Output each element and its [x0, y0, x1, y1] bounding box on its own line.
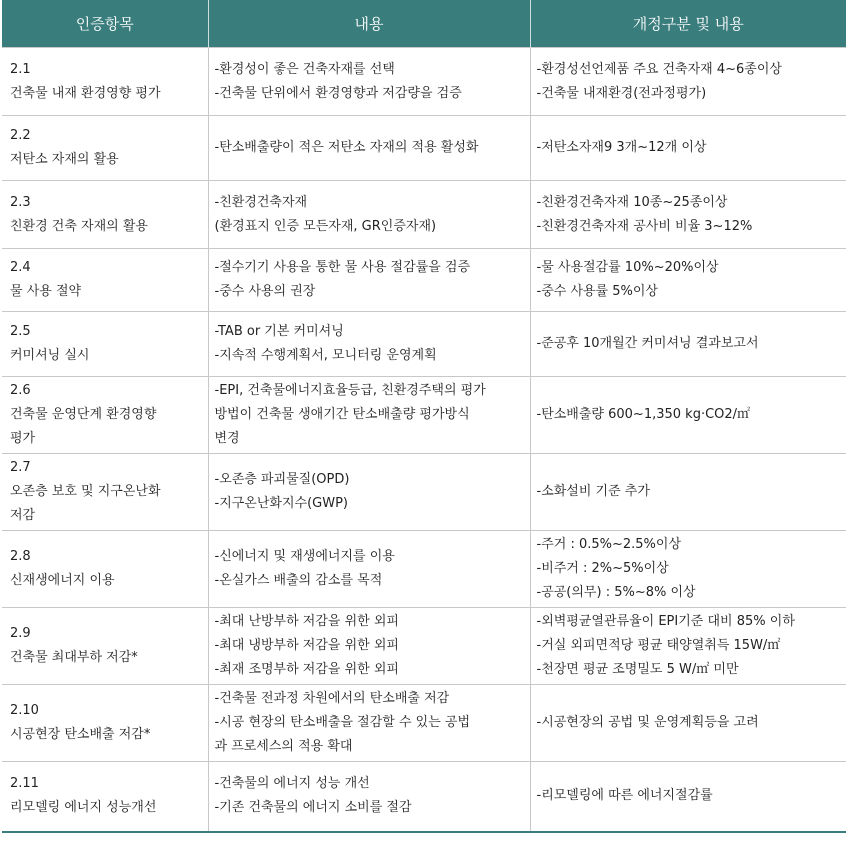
table-row: [2, 685, 846, 762]
content-cell: [208, 377, 530, 454]
revision-cell-line: -탄소배출량 600~1,350 kg·CO2/㎡: [536, 407, 751, 422]
content-cell-line: -지속적 수행계획서, 모니터링 운영계획: [214, 348, 437, 363]
content-cell-line: -건축물 전과정 차원에서의 탄소배출 저감: [214, 691, 450, 706]
content-cell-line: -지구온난화지수(GWP): [214, 496, 349, 511]
content-cell-line: -중수 사용의 권장: [214, 284, 316, 299]
item-cell-line: 2.11: [10, 776, 39, 792]
revision-cell-line: -친환경건축자재 공사비 비율 3~12%: [536, 218, 753, 234]
table-header-row: [2, 0, 846, 48]
item-cell: [2, 116, 208, 181]
item-cell: [2, 608, 208, 685]
revision-cell-line: -공공(의무) : 5%~8% 이상: [536, 585, 696, 600]
table-row: [2, 454, 846, 531]
item-cell-line: 2.2: [10, 128, 31, 143]
item-cell-line: 2.8: [10, 549, 31, 564]
content-cell-line: -신에너지 및 재생에너지를 이용: [214, 549, 395, 564]
content-cell-line: -환경성이 좋은 건축자재를 선택: [214, 61, 395, 77]
content-cell: [208, 762, 530, 832]
table-row: [2, 181, 846, 249]
revision-cell: [530, 762, 846, 832]
item-cell-line: 2.1: [10, 61, 31, 77]
item-cell: [2, 181, 208, 249]
content-cell-line: -EPI, 건축물에너지효율등급, 친환경주택의 평가: [214, 383, 486, 398]
item-cell-line: 2.5: [10, 324, 31, 339]
item-cell: [2, 377, 208, 454]
content-cell-line: -절수기기 사용을 통한 물 사용 절감률을 검증: [214, 260, 471, 275]
revision-cell-line: -친환경건축자재 10종~25종이상: [536, 194, 728, 210]
item-cell-line: 신재생에너지 이용: [10, 573, 115, 588]
revision-cell: [530, 608, 846, 685]
item-cell-line: 2.7: [10, 460, 31, 475]
content-cell-line: -TAB or 기본 커미셔닝: [214, 324, 344, 339]
revision-cell: [530, 377, 846, 454]
revision-cell-line: -시공현장의 공법 및 운영계획등을 고려: [536, 715, 759, 730]
item-cell-line: 2.3: [10, 194, 31, 210]
revision-cell: [530, 116, 846, 181]
revision-cell-line: -물 사용절감률 10%~20%이상: [536, 260, 719, 275]
header-revision: 개정구분 및 내용: [530, 0, 846, 48]
content-cell-line: -온실가스 배출의 감소를 목적: [214, 573, 383, 588]
revision-cell-line: -비주거 : 2%~5%이상: [536, 561, 669, 576]
content-cell: [208, 249, 530, 312]
content-cell-line: 방법이 건축물 생애기간 탄소배출량 평가방식: [214, 407, 470, 422]
table-row: [2, 608, 846, 685]
revision-cell: [530, 531, 846, 608]
revision-cell-line: -저탄소자재9 3개~12개 이상: [536, 140, 707, 155]
content-cell-line: (환경표지 인증 모든자재, GR인증자재): [214, 218, 437, 234]
content-cell-line: -최대 냉방부하 저감을 위한 외피: [214, 638, 399, 653]
revision-cell-line: -소화설비 기준 추가: [536, 484, 650, 499]
content-cell: [208, 531, 530, 608]
content-cell-line: -건축물의 에너지 성능 개선: [214, 776, 370, 792]
item-cell-line: 물 사용 절약: [10, 284, 82, 299]
revision-cell-line: -외벽평균열관류율이 EPI기준 대비 85% 이하: [536, 614, 795, 629]
table-row: [2, 116, 846, 181]
revision-cell: [530, 48, 846, 116]
item-cell-line: 2.9: [10, 626, 31, 641]
content-cell-line: -건축물 단위에서 환경영향과 저감량을 검증: [214, 85, 462, 101]
content-cell-line: -탄소배출량이 적은 저탄소 자재의 적용 활성화: [214, 140, 479, 155]
revision-cell-line: -거실 외피면적당 평균 태양열취득 15W/㎡: [536, 638, 781, 653]
item-cell-line: 시공현장 탄소배출 저감*: [10, 727, 151, 742]
item-cell-line: 2.6: [10, 383, 31, 398]
content-cell-line: -오존층 파괴물질(OPD): [214, 472, 350, 487]
content-cell-line: -시공 현장의 탄소배출을 절감할 수 있는 공법: [214, 715, 471, 730]
content-cell-line: -최재 조명부하 저감을 위한 외피: [214, 662, 399, 677]
table-row: [2, 48, 846, 116]
table-row: [2, 312, 846, 377]
item-cell-line: 2.4: [10, 260, 31, 275]
item-cell-line: 2.10: [10, 703, 39, 718]
revision-cell: [530, 685, 846, 762]
item-cell: [2, 48, 208, 116]
item-cell: [2, 685, 208, 762]
revision-cell-line: -환경성선언제품 주요 건축자재 4~6종이상: [536, 61, 782, 77]
content-cell-line: 변경: [214, 431, 240, 446]
header-content: 내용: [208, 0, 530, 48]
content-cell: [208, 454, 530, 531]
content-cell: [208, 312, 530, 377]
item-cell-line: 건축물 내재 환경영향 평가: [10, 85, 161, 101]
item-cell-line: 커미셔닝 실시: [10, 348, 90, 363]
item-cell: [2, 762, 208, 832]
item-cell: [2, 312, 208, 377]
item-cell-line: 평가: [10, 431, 36, 446]
item-cell-line: 저탄소 자재의 활용: [10, 152, 119, 167]
content-cell-line: -친환경건축자재: [214, 194, 308, 210]
revision-cell: [530, 312, 846, 377]
item-cell: [2, 454, 208, 531]
item-cell: [2, 249, 208, 312]
revision-cell-line: -리모델링에 따른 에너지절감률: [536, 788, 713, 804]
item-cell-line: 친환경 건축 자재의 활용: [10, 218, 148, 234]
content-cell: [208, 48, 530, 116]
table-row: [2, 762, 846, 832]
content-cell: [208, 685, 530, 762]
revision-cell-line: -주거 : 0.5%~2.5%이상: [536, 537, 682, 552]
item-cell-line: 건축물 최대부하 저감*: [10, 650, 138, 665]
revision-cell-line: -준공후 10개월간 커미셔닝 결과보고서: [536, 336, 759, 351]
item-cell-line: 저감: [10, 508, 36, 523]
item-cell-line: 리모델링 에너지 성능개선: [10, 800, 157, 816]
header-item: 인증항목: [2, 0, 208, 48]
revision-cell: [530, 454, 846, 531]
certification-table: [2, 0, 846, 833]
content-cell: [208, 116, 530, 181]
revision-cell-line: -중수 사용률 5%이상: [536, 284, 658, 299]
content-cell: [208, 181, 530, 249]
content-cell: [208, 608, 530, 685]
table-row: [2, 531, 846, 608]
item-cell: [2, 531, 208, 608]
table-row: [2, 377, 846, 454]
item-cell-line: 오존층 보호 및 지구온난화: [10, 484, 161, 499]
table-row: [2, 249, 846, 312]
revision-cell: [530, 249, 846, 312]
content-cell-line: 과 프로세스의 적용 확대: [214, 739, 353, 754]
revision-cell: [530, 181, 846, 249]
revision-cell-line: -건축물 내재환경(전과정평가): [536, 85, 707, 101]
revision-cell-line: -천장면 평균 조명밀도 5 W/㎡ 미만: [536, 662, 739, 677]
item-cell-line: 건축물 운영단계 환경영향: [10, 407, 157, 422]
content-cell-line: -기존 건축물의 에너지 소비를 절감: [214, 800, 412, 816]
content-cell-line: -최대 난방부하 저감을 위한 외피: [214, 614, 399, 629]
